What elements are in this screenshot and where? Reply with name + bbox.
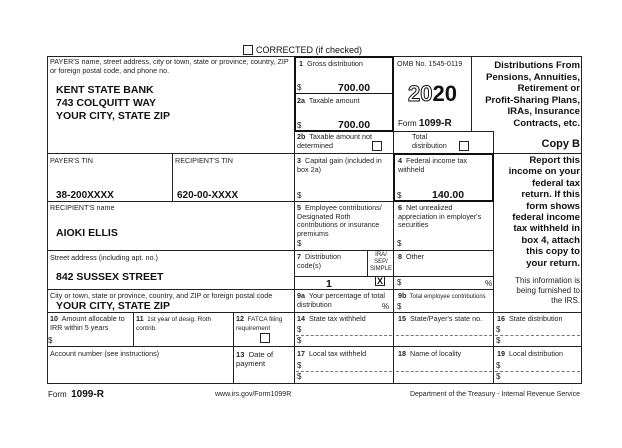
box5-dollar: $ xyxy=(297,239,302,248)
form-left-border xyxy=(47,56,48,383)
footer-department: Department of the Treasury - Internal Revenue Service xyxy=(409,391,580,398)
box19-dollar-2: $ xyxy=(496,372,501,381)
divider-omb xyxy=(471,56,472,131)
row-street-bottom xyxy=(47,289,493,290)
box9a-percent: % xyxy=(382,302,390,311)
box1-label: 1 Gross distribution xyxy=(299,59,363,68)
box7-ira-label: IRA/ SEP/ SIMPLE xyxy=(369,252,392,272)
row-7-bottom xyxy=(294,276,493,277)
box15-label: 15 State/Payer's state no. xyxy=(398,314,483,323)
box4-label: 4 Federal income tax withheld xyxy=(398,156,468,174)
box16-label: 16 State distribution xyxy=(497,314,563,323)
box18-dash xyxy=(396,371,492,372)
divider-ira xyxy=(367,250,368,276)
box17-dash xyxy=(296,371,392,372)
tax-year: 2020 xyxy=(408,81,457,106)
form-right-border xyxy=(581,56,582,383)
box14-label: 14 State tax withheld xyxy=(297,314,366,323)
divider-10-11 xyxy=(133,312,134,346)
box2b-not-determined-checkbox[interactable] xyxy=(372,141,382,151)
box1-dollar: $ xyxy=(297,83,302,92)
row-copyb-top xyxy=(493,153,581,154)
box8-percent: % xyxy=(485,279,493,288)
recipient-tin-value[interactable]: 620-00-XXXX xyxy=(177,190,239,201)
box17-dollar-2: $ xyxy=(297,372,302,381)
box17-label: 17 Local tax withheld xyxy=(297,349,367,358)
box7-label: 7 Distribution code(s) xyxy=(297,252,341,270)
footer-form-name: Form 1099-R xyxy=(48,389,104,400)
box19-dash xyxy=(495,371,580,372)
box11-label: 11 1st year of desig. Roth contrib. xyxy=(136,314,212,332)
box16-dollar-2: $ xyxy=(496,336,501,345)
footer-url: www.irs.gov/Form1099R xyxy=(215,391,292,398)
payer-tin-value[interactable]: 38-200XXXX xyxy=(56,190,114,201)
box9b-label: 9b Total employee contributions xyxy=(398,291,486,300)
copy-b-instructions: Report this income on your federal tax return. If this form shows federal income tax withheld in box 4, attach this copy to your return. xyxy=(508,155,580,269)
recipient-name-label: RECIPIENT'S name xyxy=(50,203,115,212)
box7-ira-checkbox[interactable]: X xyxy=(376,276,383,286)
irs-info-note: This information is being furnished to the IRS. xyxy=(515,276,580,305)
recipient-city[interactable]: YOUR CITY, STATE ZIP xyxy=(56,300,170,312)
box6-dollar: $ xyxy=(397,239,402,248)
street-label: Street address (including apt. no.) xyxy=(50,253,158,262)
box6-label: 6 Net unrealized appreciation in employer's securities xyxy=(398,203,482,230)
row-10-bottom xyxy=(47,346,582,347)
box5-label: 5 Employee contributions/ Designated Roth contributions or insurance premiums xyxy=(297,203,382,238)
corrected-label: CORRECTED (if checked) xyxy=(256,45,363,55)
box9a-label: 9a Your percentage of total distribution xyxy=(297,291,385,309)
row-payer-bottom xyxy=(47,153,294,154)
divider-col-b2 xyxy=(393,312,394,383)
box3-dollar: $ xyxy=(297,191,302,200)
box2b-total-label: Total distribution xyxy=(412,132,447,150)
copy-b-title: Copy B xyxy=(541,138,580,150)
form-title: Distributions From Pensions, Annuities, Retirement or Profit-Sharing Plans, IRAs, Insurance Contracts, etc. xyxy=(485,60,580,129)
recipient-name[interactable]: AIOKI ELLIS xyxy=(56,227,118,239)
box2a-label: 2a Taxable amount xyxy=(297,96,360,105)
box3-label: 3 Capital gain (included in box 2a) xyxy=(297,156,382,174)
box7-code[interactable]: 1 xyxy=(326,278,332,290)
omb-number: OMB No. 1545-0119 xyxy=(397,59,463,68)
divider-11-12 xyxy=(233,312,234,383)
box16-dollar-1: $ xyxy=(496,325,501,334)
box4-value[interactable]: 140.00 xyxy=(432,189,465,201)
payer-name: KENT STATE BANK xyxy=(56,84,154,96)
box12-label: 12 FATCA filing requirement xyxy=(236,314,283,332)
box16-dash xyxy=(495,335,580,336)
box1-value[interactable]: 700.00 xyxy=(338,82,371,94)
form-bottom-border xyxy=(47,383,582,384)
city-label: City or town, state or province, country, and ZIP or foreign postal code xyxy=(50,291,273,300)
divider-tin xyxy=(172,153,173,201)
box15-dash xyxy=(396,335,492,336)
box17-dollar-1: $ xyxy=(297,361,302,370)
box14-dollar-2: $ xyxy=(297,336,302,345)
box9b-dollar: $ xyxy=(397,302,402,311)
payer-street: 743 COLQUITT WAY xyxy=(56,97,156,109)
box10-dollar: $ xyxy=(48,336,53,345)
corrected-checkbox[interactable] xyxy=(243,45,253,55)
box2a-value[interactable]: 700.00 xyxy=(338,119,371,131)
box14-dollar-1: $ xyxy=(297,325,302,334)
box12-fatca-checkbox[interactable] xyxy=(260,333,270,343)
box8-dollar: $ xyxy=(397,278,402,287)
payer-label: PAYER'S name, street address, city or town, state or province, country, ZIP or foreign postal code, and phone no. xyxy=(50,57,289,75)
box19-dollar-1: $ xyxy=(496,361,501,370)
box8-label: 8 Other xyxy=(398,252,424,261)
box19-label: 19 Local distribution xyxy=(497,349,563,358)
omb-form-name: Form 1099-R xyxy=(398,118,452,129)
box18-label: 18 Name of locality xyxy=(398,349,462,358)
row-recipient-bottom xyxy=(47,250,493,251)
payer-tin-label: PAYER'S TIN xyxy=(50,156,93,165)
account-label: Account number (see instructions) xyxy=(50,349,160,358)
row-city-bottom xyxy=(47,312,582,313)
box13-label: 13 Date of payment xyxy=(236,350,274,368)
box14-dash xyxy=(296,335,392,336)
box4-dollar: $ xyxy=(397,191,402,200)
recipient-street[interactable]: 842 SUSSEX STREET xyxy=(56,271,164,283)
payer-city: YOUR CITY, STATE ZIP xyxy=(56,110,170,122)
box10-label: 10 Amount allocable to IRR within 5 years xyxy=(50,314,125,332)
recipient-tin-label: RECIPIENT'S TIN xyxy=(175,156,233,165)
box2b-total-checkbox[interactable] xyxy=(459,141,469,151)
box2b-label: 2b Taxable amount not determined xyxy=(297,132,372,150)
box2a-dollar: $ xyxy=(297,121,302,130)
